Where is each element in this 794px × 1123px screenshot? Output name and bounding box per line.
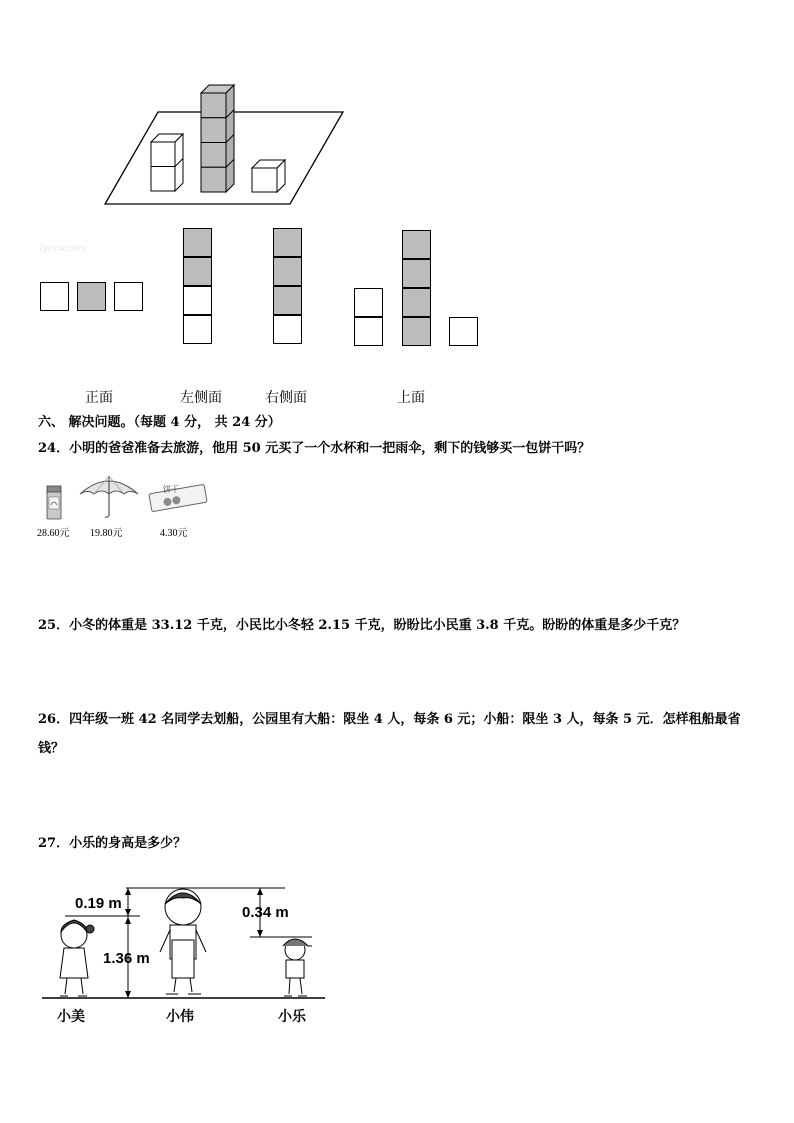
question-25: 25．小冬的体重是 33.12 千克，小民比小冬轻 2.15 千克，盼盼比小民重 3.8 千克。盼盼的体重是多少千克？ [38, 618, 686, 633]
top-view-square [354, 288, 383, 317]
price-umbrella: 19.80元 [90, 528, 123, 539]
cube-arrangement-figure [100, 80, 350, 210]
question-27: 27．小乐的身高是多少？ [38, 836, 187, 851]
label-top: 上面 [397, 390, 425, 406]
left-view-square [183, 315, 212, 344]
biscuit-pack-text: 饼干 [163, 485, 179, 494]
price-biscuit: 4.30元 [160, 528, 188, 539]
left-view-square [183, 286, 212, 315]
umbrella-icon [78, 470, 140, 520]
measure-top-left: 0.19 m [75, 895, 122, 912]
top-view-square [402, 288, 431, 317]
right-view-square [273, 228, 302, 257]
right-view-square [273, 257, 302, 286]
cup-icon [45, 483, 63, 521]
right-view-square [273, 286, 302, 315]
front-view-square [77, 282, 106, 311]
label-left: 左侧面 [180, 390, 222, 406]
name-xiaole: 小乐 [278, 1009, 306, 1025]
right-view-square [273, 315, 302, 344]
price-cup: 28.60元 [37, 528, 70, 539]
label-right: 右侧面 [265, 390, 307, 406]
label-front: 正面 [85, 390, 113, 406]
top-view-square [402, 230, 431, 259]
front-view-square [40, 282, 69, 311]
measure-height: 1.36 m [103, 950, 150, 967]
question-26-line1: 26．四年级一班 42 名同学去划船，公园里有大船：限坐 4 人，每条 6 元；小船：限坐 3 人，每条 5 元．怎样租船最省 [38, 712, 741, 727]
front-view-square [114, 282, 143, 311]
question-26-line2: 钱？ [38, 741, 65, 756]
name-xiaowei: 小伟 [166, 1009, 194, 1025]
top-view-square [354, 317, 383, 346]
left-view-square [183, 257, 212, 286]
measure-top-right: 0.34 m [242, 904, 289, 921]
name-xiaomei: 小美 [57, 1009, 85, 1025]
top-view-square [449, 317, 478, 346]
top-view-square [402, 317, 431, 346]
section-six-title: 六、 解决问题。（每题 4 分， 共 24 分） [38, 415, 281, 430]
left-view-square [183, 228, 212, 257]
watermark: lyzxw.com [40, 244, 87, 254]
top-view-square [402, 259, 431, 288]
question-24: 24．小明的爸爸准备去旅游，他用 50 元买了一个水杯和一把雨伞，剩下的钱够买一包饼干吗？ [38, 441, 591, 456]
